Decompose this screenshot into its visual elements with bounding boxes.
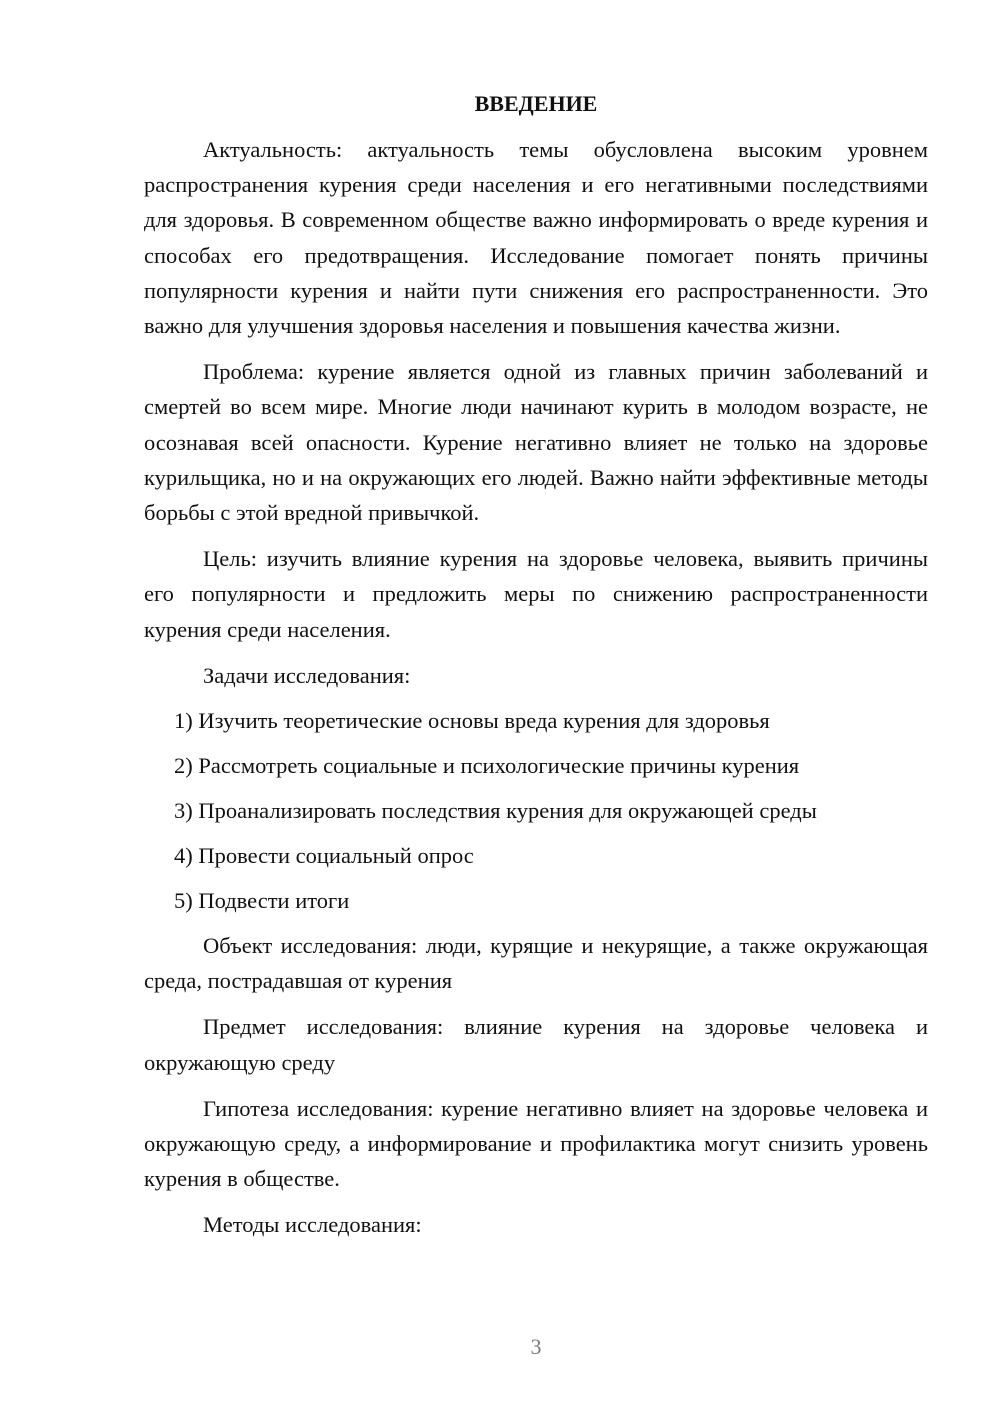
list-item: 3) Проанализировать последствия курения для окружающей среды bbox=[174, 798, 817, 824]
methods-heading: Методы исследования: bbox=[203, 1212, 422, 1238]
list-item: 5) Подвести итоги bbox=[174, 888, 350, 914]
paragraph-problem: Проблема: курение является одной из главных причин заболеваний и смертей во всем мире. Многие люди начинают курить в молодом возрасте, не осознавая всей опасности. Курение негативно влияет не только на здоровье курильщика, но и на окружающих его людей. Важно найти эффективные методы борьбы с этой вредной привычкой. bbox=[144, 359, 928, 526]
list-item: 2) Рассмотреть социальные и психологические причины курения bbox=[174, 753, 800, 779]
paragraph-goal: Цель: изучить влияние курения на здоровье человека, выявить причины его популярности и предложить меры по снижению распространенности курения среди населения. bbox=[144, 546, 928, 642]
paragraph-hypothesis: Гипотеза исследования: курение негативно влияет на здоровье человека и окружающую среду, а информирование и профилактика могут снизить уровень курения в обществе. bbox=[144, 1095, 928, 1192]
tasks-heading: Задачи исследования: bbox=[203, 662, 411, 688]
section-title: ВВЕДЕНИЕ bbox=[474, 91, 598, 116]
tasks-list bbox=[144, 703, 928, 918]
page-number: 3 bbox=[530, 1334, 542, 1359]
paragraph-object: Объект исследования: люди, курящие и некурящие, а также окружающая среда, пострадавшая от курения bbox=[144, 933, 928, 994]
list-item: 1) Изучить теоретические основы вреда курения для здоровья bbox=[174, 708, 770, 734]
paragraph-relevance: Актуальность: актуальность темы обусловлена высоким уровнем распространения курения среди населения и его негативными последствиями для здоровья. В современном обществе важно информировать о вреде курения и способах его предотвращения. Исследование помогает понять причины популярности курения и найти пути снижения его распространенности. Это важно для улучшения здоровья населения и повышения качества жизни. bbox=[144, 137, 928, 339]
paragraph-subject: Предмет исследования: влияние курения на здоровье человека и окружающую среду bbox=[144, 1014, 928, 1075]
document-page bbox=[144, 90, 928, 1253]
list-item: 4) Провести социальный опрос bbox=[174, 843, 474, 869]
